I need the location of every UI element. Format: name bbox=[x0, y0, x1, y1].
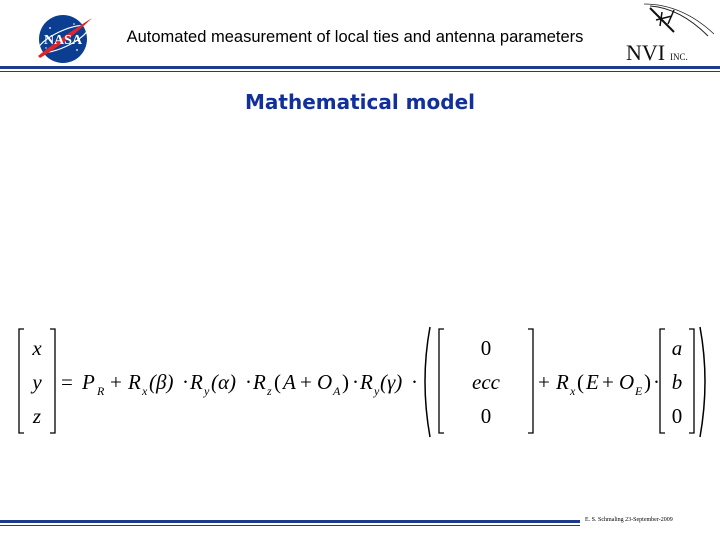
lhs-vector bbox=[19, 329, 55, 433]
R3-A: A bbox=[283, 370, 296, 394]
R5-plus: + bbox=[602, 370, 614, 394]
R3: R bbox=[253, 370, 266, 394]
R4: R bbox=[360, 370, 373, 394]
R2: R bbox=[190, 370, 203, 394]
vec2-0: 0 bbox=[671, 404, 683, 428]
P-term: P bbox=[82, 370, 95, 394]
dot-2: · bbox=[245, 370, 252, 394]
lhs-y: y bbox=[32, 370, 42, 394]
vec1-ecc: ecc bbox=[472, 370, 500, 394]
R5-E: E bbox=[586, 370, 599, 394]
R5: R bbox=[556, 370, 569, 394]
R5-O-sub: E bbox=[635, 384, 643, 398]
R3-O: O bbox=[317, 370, 333, 394]
R2-sub: y bbox=[204, 384, 210, 398]
R5-open: ( bbox=[577, 370, 584, 394]
R5-O: O bbox=[619, 370, 635, 394]
nasa-logo-text: NASA bbox=[43, 33, 83, 48]
lhs-x: x bbox=[32, 336, 42, 360]
big-paren-left bbox=[425, 327, 430, 437]
R2-arg: (α) bbox=[211, 370, 237, 394]
vec1-2: 0 bbox=[480, 404, 492, 428]
dot-5: · bbox=[653, 370, 660, 394]
R1-sub: x bbox=[142, 384, 148, 398]
dot-4: · bbox=[411, 370, 418, 394]
dot-1: · bbox=[182, 370, 189, 394]
R4-arg: (γ) bbox=[380, 370, 403, 394]
header-title: Automated measurement of local ties and antenna parameters bbox=[126, 28, 584, 46]
R1-arg: (β) bbox=[149, 370, 174, 394]
nvi-logo-sub: INC. bbox=[670, 52, 688, 62]
ab-vector bbox=[660, 329, 694, 433]
footer-rule-thin bbox=[0, 525, 580, 526]
vec2-b: b bbox=[671, 370, 683, 394]
equation bbox=[18, 325, 718, 440]
dot-3: · bbox=[352, 370, 359, 394]
R3-sub: z bbox=[267, 384, 272, 398]
slide-title: Mathematical model bbox=[245, 90, 475, 114]
R5-sub: x bbox=[570, 384, 576, 398]
P-sub: R bbox=[97, 384, 105, 398]
ecc-vector bbox=[439, 329, 533, 433]
nvi-logo-text: NVI bbox=[626, 40, 666, 65]
vec1-0: 0 bbox=[480, 336, 492, 360]
R3-O-sub: A bbox=[333, 384, 341, 398]
footer-text: E. S. Schmaling 23-September-2009 bbox=[585, 517, 673, 523]
R5-close: ) bbox=[644, 370, 651, 394]
nvi-logo bbox=[620, 2, 716, 66]
R4-sub: y bbox=[374, 384, 380, 398]
header-rule bbox=[0, 66, 720, 69]
R3-close: ) bbox=[342, 370, 349, 394]
big-paren-right bbox=[700, 327, 705, 437]
plus-1: + bbox=[110, 370, 122, 394]
R3-plus: + bbox=[300, 370, 312, 394]
R3-open: ( bbox=[274, 370, 281, 394]
plus-2: + bbox=[538, 370, 550, 394]
lhs-z: z bbox=[32, 404, 42, 428]
header-rule-thin bbox=[0, 71, 720, 72]
footer-rule bbox=[0, 520, 580, 523]
equals-sign: = bbox=[61, 370, 73, 394]
R1: R bbox=[128, 370, 141, 394]
vec2-a: a bbox=[671, 336, 683, 360]
